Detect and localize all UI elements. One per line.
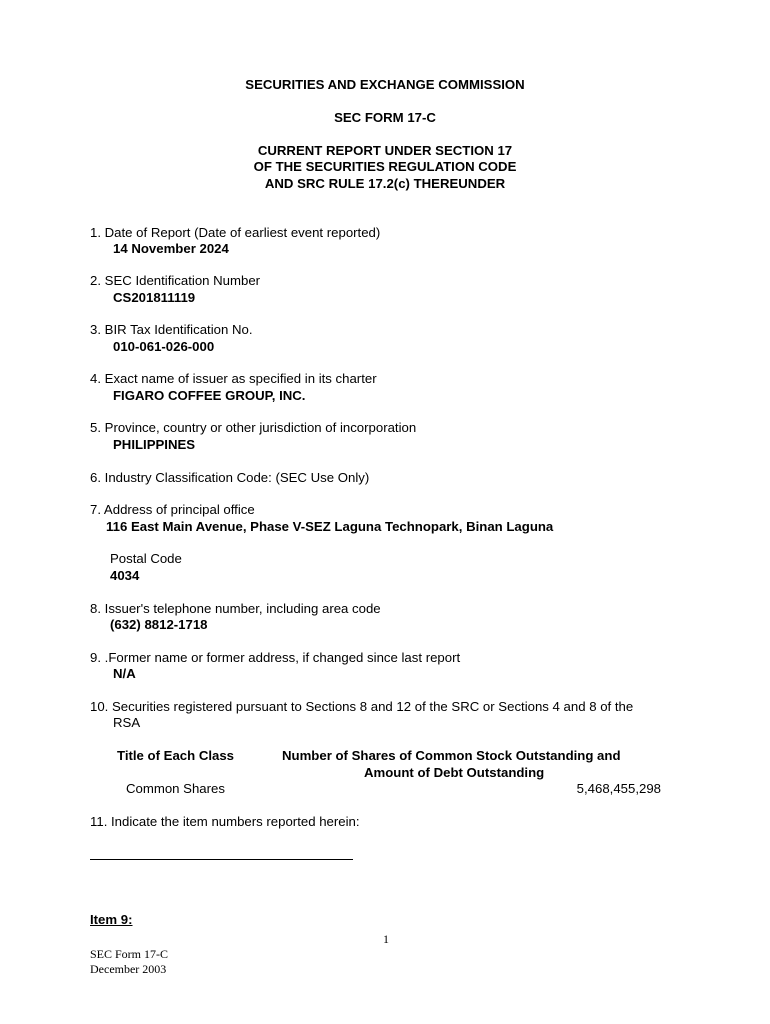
securities-row-class: Common Shares	[126, 781, 225, 796]
item-5-value: PHILIPPINES	[113, 437, 196, 452]
item-9-value: N/A	[113, 666, 136, 681]
page-number: 1	[383, 932, 389, 946]
item-2-label: 2. SEC Identification Number	[90, 273, 261, 288]
item-7-label: 7. Address of principal office	[90, 502, 255, 517]
form-title: SEC FORM 17-C	[334, 110, 436, 125]
item-3-label: 3. BIR Tax Identification No.	[90, 322, 253, 337]
footer-form-name: SEC Form 17-C	[90, 947, 169, 961]
item-4-label: 4. Exact name of issuer as specified in its charter	[90, 371, 377, 386]
item-1-value: 14 November 2024	[113, 241, 229, 256]
item-8-value: (632) 8812-1718	[110, 617, 208, 632]
item-10-label-line-1: 10. Securities registered pursuant to Sections 8 and 12 of the SRC or Sections 4 and 8 of the	[90, 699, 634, 714]
securities-col-shares-header-line-2: Amount of Debt Outstanding	[364, 765, 545, 780]
item-10-label-line-2: RSA	[113, 715, 141, 730]
report-title-line-2: OF THE SECURITIES REGULATION CODE	[253, 159, 517, 174]
commission-title: SECURITIES AND EXCHANGE COMMISSION	[245, 77, 525, 92]
item-11-label: 11. Indicate the item numbers reported herein:	[90, 814, 360, 829]
item-7-address: 116 East Main Avenue, Phase V-SEZ Laguna Technopark, Binan Laguna	[106, 519, 554, 534]
signature-rule	[90, 859, 353, 860]
item-1-label: 1. Date of Report (Date of earliest event reported)	[90, 225, 381, 240]
postal-code-label: Postal Code	[110, 551, 182, 566]
item-5-label: 5. Province, country or other jurisdiction of incorporation	[90, 420, 417, 435]
securities-col-class-header: Title of Each Class	[117, 748, 235, 763]
securities-col-shares-header-line-1: Number of Shares of Common Stock Outstanding and	[282, 748, 621, 763]
item-8-label: 8. Issuer's telephone number, including area code	[90, 601, 381, 616]
item-4-value: FIGARO COFFEE GROUP, INC.	[113, 388, 306, 403]
item-3-value: 010-061-026-000	[113, 339, 215, 354]
postal-code-value: 4034	[110, 568, 140, 583]
item-9-heading: Item 9:	[90, 912, 133, 927]
securities-row-value: 5,468,455,298	[576, 781, 661, 796]
report-title-line-3: AND SRC RULE 17.2(c) THEREUNDER	[264, 176, 506, 191]
item-2-value: CS201811119	[113, 290, 196, 305]
report-title-line-1: CURRENT REPORT UNDER SECTION 17	[257, 143, 513, 158]
item-9-label: 9. .Former name or former address, if changed since last report	[90, 650, 461, 665]
footer-form-date: December 2003	[90, 962, 167, 976]
item-6-label: 6. Industry Classification Code: (SEC Use Only)	[90, 470, 370, 485]
